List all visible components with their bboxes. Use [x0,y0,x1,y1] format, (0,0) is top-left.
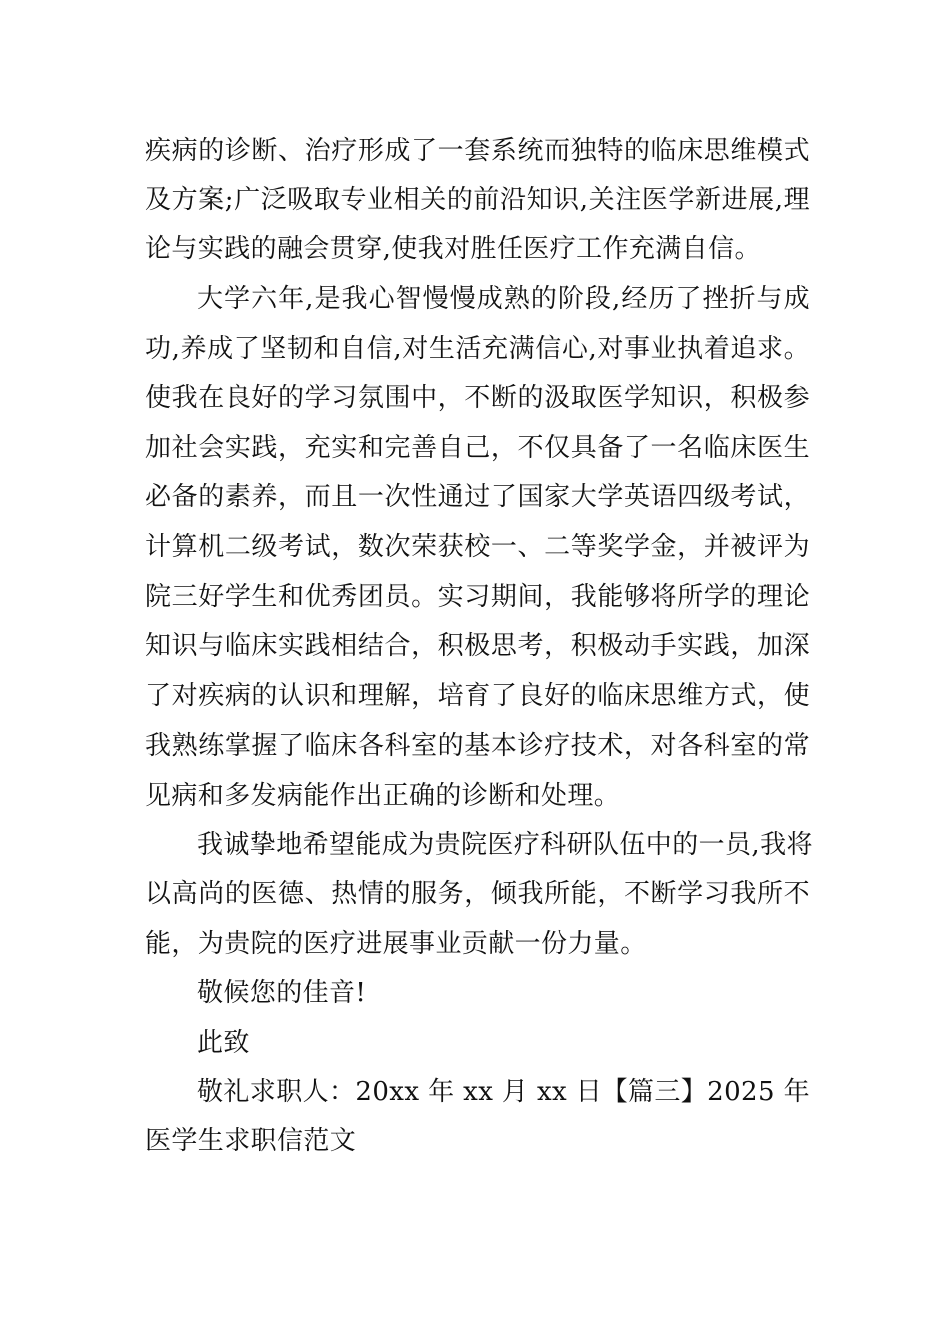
paragraph-line: 以高尚的医德、热情的服务，倾我所能，不断学习我所不 [145,879,810,909]
paragraph-line: 及方案;广泛吸取专业相关的前沿知识,关注医学新进展,理 [145,185,810,215]
paragraph-line: 我熟练掌握了临床各科室的基本诊疗技术，对各科室的常 [145,731,810,761]
paragraph-line: 论与实践的融会贯穿,使我对胜任医疗工作充满自信。 [145,234,761,264]
section-heading-continued: 医学生求职信范文 [145,1126,357,1156]
paragraph-line: 计算机二级考试，数次荣获校一、二等奖学金，并被评为 [145,532,810,562]
signature-date: 敬礼求职人：20xx 年 xx 月 xx 日 [197,1077,603,1107]
section-heading: 【篇三】2025 年 [601,1077,810,1107]
paragraph-line: 院三好学生和优秀团员。实习期间，我能够将所学的理论 [145,582,810,612]
paragraph-line: 大学六年,是我心智慢慢成熟的阶段,经历了挫折与成 [197,284,810,314]
signature-line [197,1072,810,1112]
paragraph-line: 疾病的诊断、治疗形成了一套系统而独特的临床思维模式 [145,136,810,166]
paragraph-line: 知识与临床实践相结合，积极思考，积极动手实践，加深 [145,631,810,661]
paragraph-line: 使我在良好的学习氛围中，不断的汲取医学知识，积极参 [145,383,810,413]
paragraph-line: 加社会实践，充实和完善自己，不仅具备了一名临床医生 [145,433,810,463]
salutation-line: 此致 [197,1028,250,1058]
paragraph-line: 必备的素养，而且一次性通过了国家大学英语四级考试， [145,482,810,512]
paragraph-line: 了对疾病的认识和理解，培育了良好的临床思维方式，使 [145,681,810,711]
paragraph-line: 功,养成了坚韧和自信,对生活充满信心,对事业执着追求。 [145,334,810,364]
closing-line: 敬候您的佳音! [197,978,367,1008]
paragraph-line: 能，为贵院的医疗进展事业贡献一份力量。 [145,929,647,959]
paragraph-line: 见病和多发病能作出正确的诊断和处理。 [145,781,621,811]
paragraph-line: 我诚挚地希望能成为贵院医疗科研队伍中的一员,我将 [197,830,813,860]
